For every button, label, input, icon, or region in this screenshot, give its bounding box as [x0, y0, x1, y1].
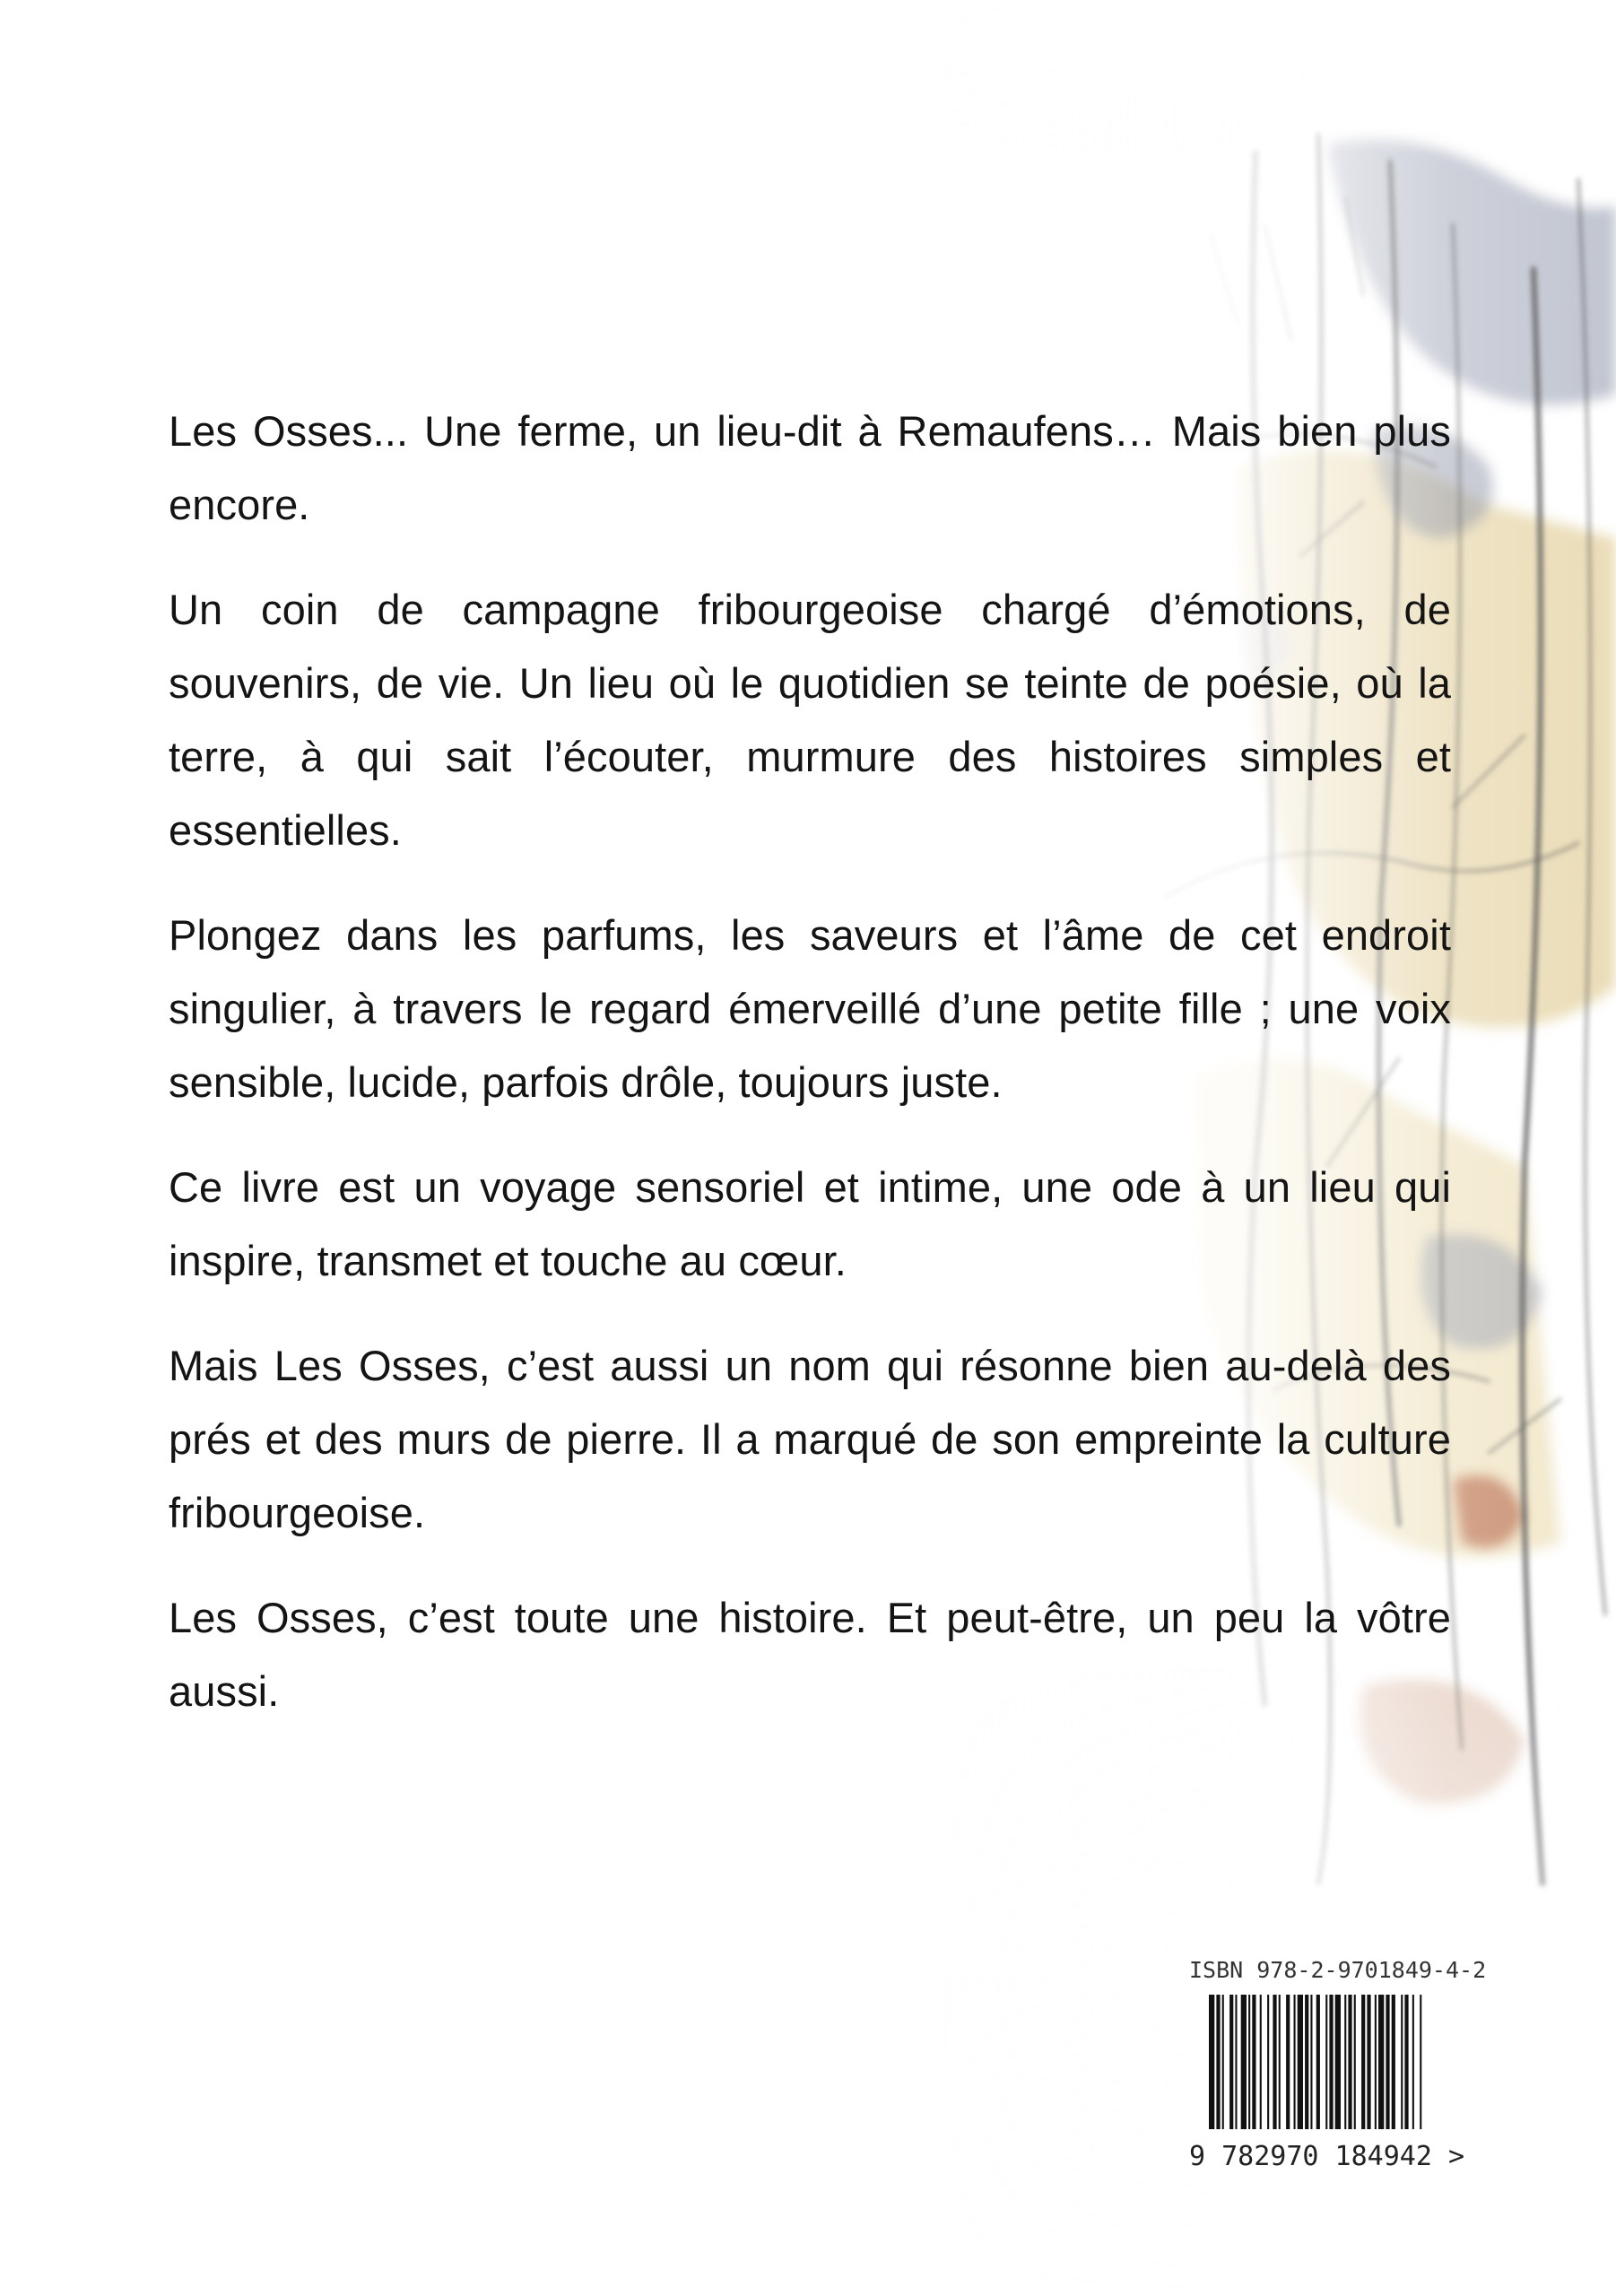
barcode-bar: [1348, 1995, 1351, 2129]
barcode-bar: [1235, 1995, 1237, 2129]
barcode-bar: [1344, 1995, 1346, 2129]
barcode-bar: [1279, 1995, 1281, 2129]
barcode-bar: [1401, 1995, 1403, 2129]
paragraph: Les Osses, c’est toute une histoire. Et peut-être, un peu la vôtre aussi.: [169, 1594, 1451, 1715]
barcode-bar: [1392, 1995, 1395, 2129]
barcode-bar: [1378, 1995, 1384, 2129]
barcode-bar: [1420, 1995, 1421, 2129]
barcode-bar: [1316, 1995, 1320, 2129]
paragraph: Un coin de campagne fribourgeoise chargé d’émotions, de souvenirs, de vie. Un lieu où le quotidien se teinte de poésie, où la terre, à qui sait l’écouter, murmure des histoires simples et essentielles.: [169, 586, 1451, 854]
barcode-bar: [1375, 1995, 1377, 2129]
barcode-bar: [1367, 1995, 1370, 2129]
barcode-bar: [1294, 1995, 1296, 2129]
barcode-bar: [1260, 1995, 1262, 2129]
barcode-bar: [1361, 1995, 1365, 2129]
barcode-bar: [1252, 1995, 1255, 2129]
paragraph: Mais Les Osses, c’est aussi un nom qui résonne bien au-delà des prés et des murs de pierre. Il a marqué de son empreinte la culture fribourgeoise.: [169, 1342, 1451, 1536]
back-cover-text: [169, 395, 1451, 1760]
barcode-bar: [1222, 1995, 1224, 2129]
barcode-bar: [1329, 1995, 1333, 2129]
barcode-bar: [1354, 1995, 1356, 2129]
barcode: [1186, 1993, 1514, 2172]
paragraph: Plongez dans les parfums, les saveurs et l’âme de cet endroit singulier, à travers le regard émerveillé d’une petite fille ; une voix sensible, lucide, parfois drôle, toujours juste.: [169, 911, 1451, 1106]
barcode-bar: [1209, 1995, 1214, 2129]
barcode-bar: [1286, 1995, 1290, 2129]
barcode-bar: [1386, 1995, 1389, 2129]
barcode-bar: [1404, 1995, 1408, 2129]
barcode-bar: [1229, 1995, 1233, 2129]
barcode-bar: [1310, 1995, 1312, 2129]
paragraph: Les Osses... Une ferme, un lieu-dit à Remaufens… Mais bien plus encore.: [169, 407, 1451, 528]
barcode-digits: 9 782970 184942 >: [1189, 2141, 1465, 2172]
barcode-bar: [1267, 1995, 1269, 2129]
barcode-bar: [1412, 1995, 1414, 2129]
barcode-bar: [1298, 1995, 1303, 2129]
paragraph: Ce livre est un voyage sensoriel et intime, une ode à un lieu qui inspire, transmet et touche au cœur.: [169, 1163, 1451, 1284]
barcode-bar: [1325, 1995, 1327, 2129]
barcode-bar: [1335, 1995, 1341, 2129]
barcode-bar: [1273, 1995, 1276, 2129]
barcode-bar: [1305, 1995, 1308, 2129]
barcode-bar: [1241, 1995, 1247, 2129]
isbn-label: ISBN 978-2-9701849-4-2: [1189, 1957, 1487, 1983]
barcode-bar: [1216, 1995, 1220, 2129]
barcode-bar: [1248, 1995, 1250, 2129]
